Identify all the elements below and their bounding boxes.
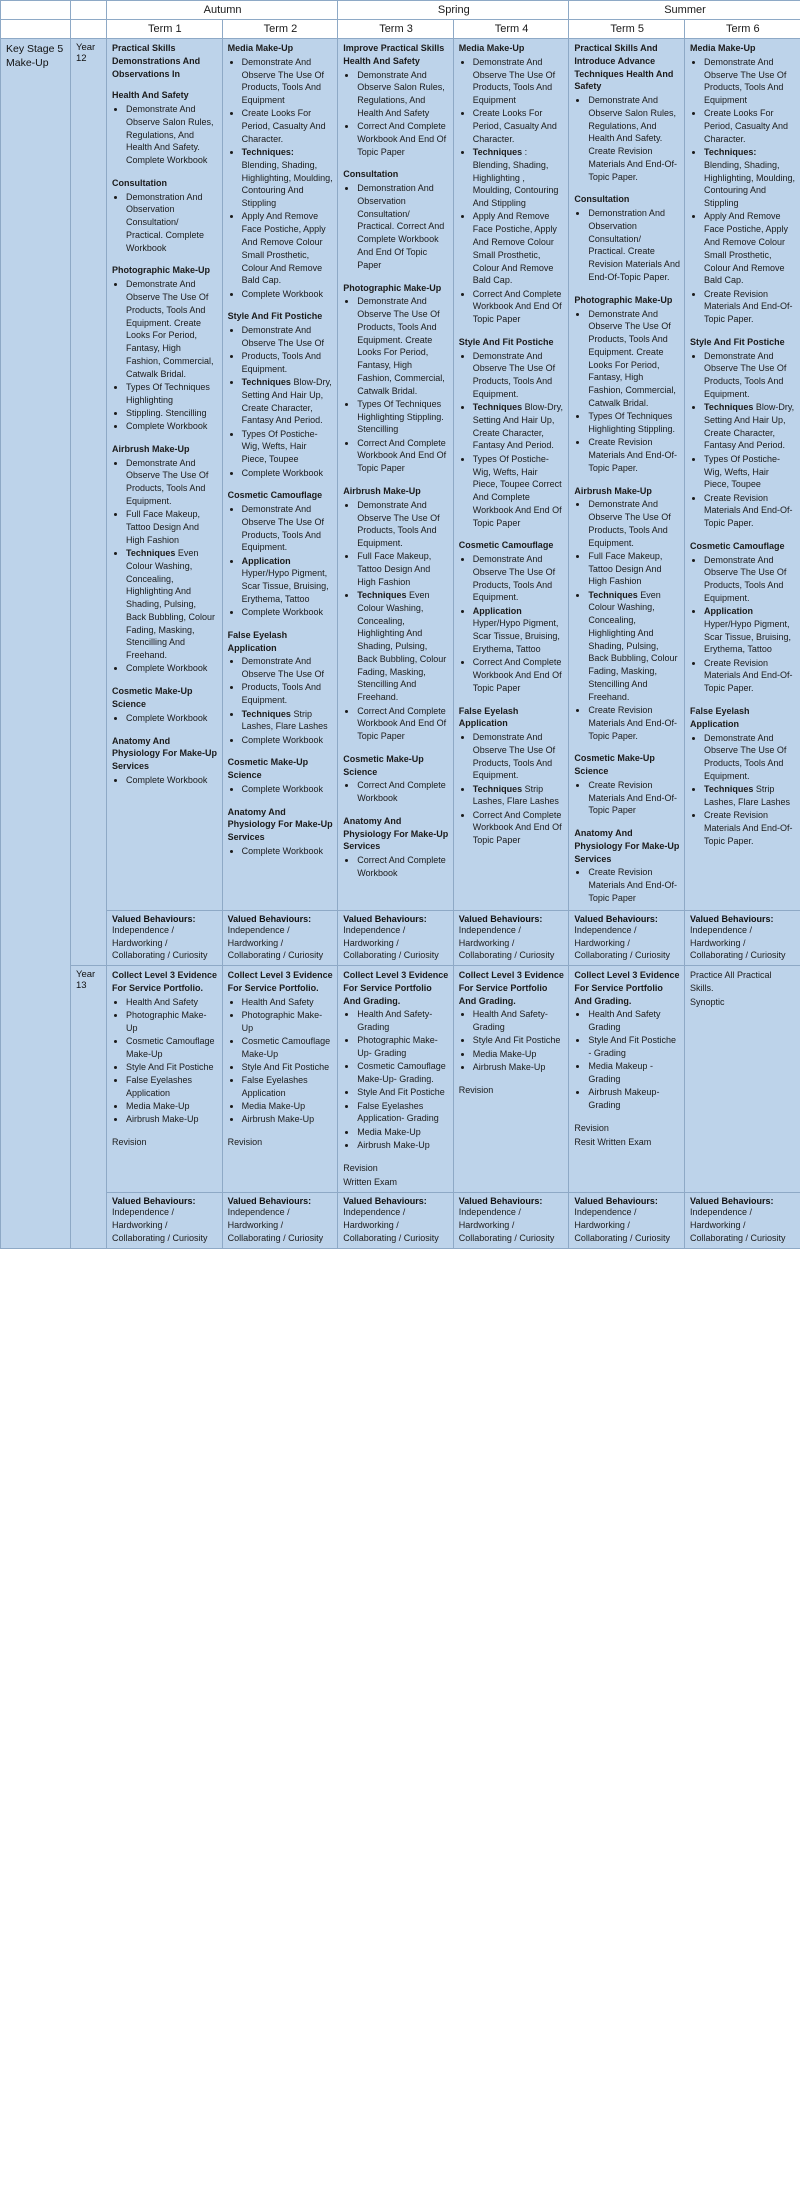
- section-list: [343, 854, 449, 880]
- header-blank-year-2: [71, 20, 107, 39]
- section-list: [228, 56, 334, 301]
- section-heading: Cosmetic Camouflage: [690, 540, 785, 551]
- list-item: • Health And Safety- Grading: [357, 1008, 449, 1034]
- list-item: • Style And Fit Postiche: [242, 1061, 334, 1074]
- list-item: • Complete Workbook: [126, 774, 218, 787]
- list-item: • Types Of Techniques Highlighting Stippling.: [588, 410, 680, 436]
- list-item: • Create Revision Materials And End-Of-Topic Paper.: [704, 657, 796, 695]
- row-valued-behaviours-1: [1, 910, 800, 965]
- list-item: • Correct And Complete Workbook: [357, 854, 449, 880]
- vb-text: Independence / Hardworking / Collaborating / Curiosity: [112, 1207, 208, 1243]
- cell-plain-line: Practice All Practical Skills.: [690, 970, 772, 993]
- header-term-3: Term 3: [338, 20, 454, 39]
- list-item: • Complete Workbook: [242, 606, 334, 619]
- section-heading: Cosmetic Make-Up Science: [227, 757, 309, 781]
- list-item: • Create Looks For Period, Casualty And Character.: [242, 107, 334, 145]
- section-list: [228, 783, 334, 796]
- list-item: • Products, Tools And Equipment.: [242, 681, 334, 707]
- cell-plain-line: Synoptic: [690, 996, 725, 1007]
- section-list: [690, 350, 796, 530]
- section-heading: Cosmetic Make-Up Science: [574, 753, 655, 777]
- header-season-autumn: Autumn: [107, 1, 338, 20]
- section-heading: Consultation: [343, 169, 399, 180]
- section-list: [112, 103, 218, 167]
- section-list: [574, 498, 680, 742]
- list-item: • Correct And Complete Workbook: [357, 779, 449, 805]
- section-heading: Anatomy And Physiology For Make-Up Services: [112, 735, 218, 772]
- section-list: [343, 1008, 449, 1151]
- section-heading: Consultation: [112, 177, 167, 188]
- year-label-12: Year 12: [71, 39, 107, 966]
- list-item: • Demonstrate And Observe The Use Of Products, Tools And Equipment: [242, 56, 334, 107]
- cell-footer-line: Resit Written Exam: [574, 1136, 652, 1147]
- list-item: • Demonstration And Observation Consultation/ Practical. Correct And Complete Workbook And End Of Topic Paper: [357, 182, 449, 271]
- vb-text: Independence / Hardworking / Collaborating / Curiosity: [458, 924, 555, 961]
- cell-year13-term6: [685, 966, 800, 1193]
- list-item: • Health And Safety: [242, 996, 334, 1009]
- list-item: • Techniques: Blending, Shading, Highlighting, Moulding, Contouring And Stippling: [242, 146, 334, 210]
- cell-year12-term4: [453, 39, 569, 911]
- vb-text: Independence / Hardworking / Collaborating / Curiosity: [227, 1207, 324, 1243]
- list-item: • Complete Workbook: [242, 734, 334, 747]
- key-stage-label: Key Stage 5 Make-Up: [1, 39, 71, 1249]
- list-item: • Demonstrate And Observe The Use Of Products, Tools And Equipment.: [473, 731, 565, 782]
- list-item: • Cosmetic Camouflage Make-Up- Grading.: [357, 1060, 449, 1086]
- section-heading: False Eyelash Application: [458, 705, 519, 729]
- section-list: [228, 845, 334, 858]
- cell-year12-term2: [222, 39, 338, 911]
- list-item: • Photographic Make-Up: [126, 1009, 218, 1035]
- table-body: [1, 39, 800, 1249]
- list-item: • Media Make-Up: [126, 1100, 218, 1113]
- vb-title: Valued Behaviours:: [227, 1196, 312, 1207]
- header-blank-keystage: [1, 1, 71, 20]
- section-list: [112, 996, 218, 1127]
- section-heading: Consultation: [574, 194, 630, 205]
- section-heading: Airbrush Make-Up: [574, 485, 652, 496]
- section-list: [228, 996, 334, 1127]
- list-item: • Demonstrate And Observe The Use Of Products, Tools And Equipment.: [473, 553, 565, 604]
- vb-title: Valued Behaviours:: [458, 1196, 543, 1207]
- vb-text: Independence / Hardworking / Collaborating / Curiosity: [343, 1207, 439, 1243]
- list-item: • Cosmetic Camouflage Make-Up: [242, 1035, 334, 1061]
- list-item: • Stippling. Stencilling: [126, 407, 218, 420]
- list-item: • Demonstrate And Observe The Use Of: [242, 324, 334, 350]
- section-list: [459, 350, 565, 530]
- section-list: [574, 866, 680, 904]
- list-item: • Techniques Even Colour Washing, Concealing, Highlighting And Shading, Pulsing, Back Bubbling, Colour Fading, Masking, Stencilling And Freehand.: [126, 547, 218, 662]
- section-list: [574, 779, 680, 817]
- list-item: • Techniques Blow-Dry, Setting And Hair Up, Create Character, Fantasy And Period.: [704, 401, 796, 452]
- section-heading: Style And Fit Postiche: [690, 336, 785, 347]
- cell-title: Collect Level 3 Evidence For Service Portfolio And Grading.: [343, 970, 449, 1006]
- cell-year12-term3: [338, 39, 454, 911]
- list-item: • Demonstrate And Observe The Use Of Products, Tools And Equipment.: [242, 503, 334, 554]
- row-valued-behaviours-2: [1, 1193, 800, 1248]
- section-list: [112, 712, 218, 725]
- list-item: • Demonstrate And Observe Salon Rules, Regulations, And Health And Safety. Complete Workbook: [126, 103, 218, 167]
- list-item: • Airbrush Make-Up: [126, 1113, 218, 1126]
- section-heading: False Eyelash Application: [690, 706, 750, 729]
- vb1-term5: [569, 910, 685, 965]
- list-item: • Demonstrate And Observe The Use Of Products, Tools And Equipment.: [126, 457, 218, 508]
- cell-year13-term5: [569, 966, 685, 1193]
- list-item: • Complete Workbook: [242, 288, 334, 301]
- list-item: • False Eyelashes Application: [242, 1074, 334, 1100]
- cell-title: Collect Level 3 Evidence For Service Portfolio And Grading.: [458, 970, 564, 1006]
- list-item: • Full Face Makeup, Tattoo Design And High Fashion: [126, 508, 218, 546]
- section-list: [574, 308, 680, 475]
- list-item: • Airbrush Make-Up: [473, 1061, 565, 1074]
- list-item: • Apply And Remove Face Postiche, Apply And Remove Colour Small Prosthetic, Colour And Remove Bald Cap.: [704, 210, 796, 287]
- list-item: • Techniques: Blending, Shading, Highlighting, Moulding, Contouring And Stippling: [704, 146, 796, 210]
- section-heading: False Eyelash Application: [227, 629, 288, 653]
- section-list: [112, 191, 218, 255]
- list-item: • Demonstrate And Observe The Use Of Products, Tools And Equipment.: [704, 350, 796, 401]
- cell-title: Improve Practical Skills Health And Safety: [343, 43, 445, 66]
- section-heading: Style And Fit Postiche: [458, 336, 554, 347]
- vb-title: Valued Behaviours:: [574, 913, 658, 924]
- list-item: • Health And Safety: [126, 996, 218, 1009]
- list-item: • Create Looks For Period, Casualty And Character.: [473, 107, 565, 145]
- list-item: • Demonstrate And Observe The Use Of Products, Tools And Equipment.: [704, 732, 796, 783]
- vb1-term1: [107, 910, 223, 965]
- list-item: • Media Make-Up: [473, 1048, 565, 1061]
- list-item: • Demonstrate And Observe The Use Of Products, Tools And Equipment.: [588, 498, 680, 549]
- cell-title: Practical Skills And Introduce Advance Techniques Health And Safety: [574, 43, 674, 92]
- vb-title: Valued Behaviours:: [574, 1196, 658, 1207]
- section-heading: Airbrush Make-Up: [112, 443, 190, 454]
- list-item: • Style And Fit Postiche: [126, 1061, 218, 1074]
- header-blank-year: [71, 1, 107, 20]
- vb-title: Valued Behaviours:: [112, 1196, 196, 1207]
- section-heading: Cosmetic Camouflage: [227, 490, 323, 501]
- header-term-1: Term 1: [107, 20, 223, 39]
- row-year13: [1, 966, 800, 1193]
- cell-title: Practical Skills Demonstrations And Observations In: [112, 43, 201, 79]
- list-item: • Create Revision Materials And End-Of-Topic Paper.: [704, 809, 796, 847]
- cell-footer-line: Revision: [112, 1137, 147, 1148]
- section-heading: Photographic Make-Up: [574, 294, 673, 305]
- section-list: [459, 731, 565, 847]
- section-list: [690, 554, 796, 695]
- section-list: [228, 324, 334, 479]
- vb-text: Independence / Hardworking / Collaborating / Curiosity: [458, 1207, 555, 1243]
- vb-title: Valued Behaviours:: [343, 1196, 427, 1207]
- vb1-term4: [453, 910, 569, 965]
- vb-text: Independence / Hardworking / Collaborating / Curiosity: [690, 924, 786, 961]
- header-term-6: Term 6: [685, 20, 800, 39]
- section-heading: Health And Safety: [112, 90, 189, 101]
- vb1-term3: [338, 910, 454, 965]
- list-item: • Full Face Makeup, Tattoo Design And High Fashion: [357, 550, 449, 588]
- list-item: • Techniques Even Colour Washing, Concealing, Highlighting And Shading, Pulsing, Back Bubbling, Colour Fading, Masking, Stencilling And Freehand.: [357, 589, 449, 704]
- cell-title: Collect Level 3 Evidence For Service Portfolio.: [227, 970, 333, 993]
- section-list: [459, 56, 565, 326]
- list-item: • Create Revision Materials And End-Of-Topic Paper.: [704, 288, 796, 326]
- list-item: • Techniques Strip Lashes, Flare Lashes: [704, 783, 796, 809]
- list-item: • Demonstrate And Observe The Use Of Products, Tools And Equipment. Create Looks For Period, Fantasy, High Fashion, Commercial, Catwalk Bridal.: [357, 295, 449, 397]
- cell-year13-term4: [453, 966, 569, 1193]
- list-item: • Demonstrate And Observe The Use Of Products, Tools And Equipment.: [704, 554, 796, 605]
- table-header: [1, 1, 800, 39]
- list-item: • Cosmetic Camouflage Make-Up: [126, 1035, 218, 1061]
- section-list: [459, 1008, 565, 1073]
- list-item: • Demonstrate And Observe Salon Rules, Regulations, And Health And Safety: [357, 69, 449, 120]
- section-heading: Anatomy And Physiology For Make-Up Services: [343, 815, 449, 852]
- section-list: [112, 278, 218, 433]
- section-heading: Photographic Make-Up: [343, 282, 442, 293]
- list-item: • Airbrush Makeup- Grading: [588, 1086, 680, 1112]
- cell-year13-term3: [338, 966, 454, 1193]
- vb-title: Valued Behaviours:: [458, 913, 543, 924]
- list-item: • Health And Safety- Grading: [473, 1008, 565, 1034]
- list-item: • Photographic Make-Up- Grading: [357, 1034, 449, 1060]
- section-heading: Style And Fit Postiche: [227, 311, 323, 322]
- section-list: [228, 503, 334, 619]
- section-list: [343, 182, 449, 271]
- section-heading: Anatomy And Physiology For Make-Up Services: [574, 828, 680, 864]
- cell-year12-term6: [685, 39, 800, 911]
- list-item: • False Eyelashes Application: [126, 1074, 218, 1100]
- section-list: [690, 56, 796, 326]
- cell-title: Media Make-Up: [458, 43, 525, 53]
- list-item: • Style And Fit Postiche: [357, 1086, 449, 1099]
- list-item: • Techniques Even Colour Washing, Concealing, Highlighting And Shading, Pulsing, Back Bubbling, Colour Fading, Masking, Stencilling And Freehand.: [588, 589, 680, 704]
- header-term-4: Term 4: [453, 20, 569, 39]
- list-item: • Application Hyper/Hypo Pigment, Scar Tissue, Bruising, Erythema, Tattoo: [242, 555, 334, 606]
- list-item: • Demonstrate And Observe The Use Of Products, Tools And Equipment: [704, 56, 796, 107]
- list-item: • Airbrush Make-Up: [357, 1139, 449, 1152]
- header-term-5: Term 5: [569, 20, 685, 39]
- vb2-term6: [685, 1193, 800, 1248]
- list-item: • Demonstrate And Observe The Use Of Products, Tools And Equipment.: [473, 350, 565, 401]
- cell-footer-line: Revision: [574, 1122, 609, 1133]
- vb2-term4: [453, 1193, 569, 1248]
- section-list: [574, 1008, 680, 1112]
- list-item: • Media Make-Up: [357, 1126, 449, 1139]
- list-item: • Demonstrate And Observe The Use Of Products, Tools And Equipment.: [357, 499, 449, 550]
- section-list: [459, 553, 565, 694]
- list-item: • Create Revision Materials And End-Of-Topic Paper.: [588, 704, 680, 742]
- list-item: • Products, Tools And Equipment.: [242, 350, 334, 376]
- list-item: • Correct And Complete Workbook And End Of Topic Paper: [357, 437, 449, 475]
- cell-footer-line: Revision: [458, 1084, 494, 1095]
- list-item: • Types Of Techniques Highlighting Stippling. Stencilling: [357, 398, 449, 436]
- list-item: • Demonstration And Observation Consultation/ Practical. Create Revision Materials And End-Of-Topic Paper.: [588, 207, 680, 284]
- list-item: • Health And Safety Grading: [588, 1008, 680, 1034]
- header-row-seasons: [1, 1, 800, 20]
- list-item: • Demonstrate And Observe The Use Of Products, Tools And Equipment. Create Looks For Period, Fantasy, High Fashion, Commercial, Catwalk Bridal.: [588, 308, 680, 410]
- list-item: • Techniques : Blending, Shading, Highlighting , Moulding, Contouring And Stippling: [473, 146, 565, 210]
- cell-title: Media Make-Up: [227, 43, 294, 53]
- list-item: • Style And Fit Postiche: [473, 1034, 565, 1047]
- list-item: • Types Of Postiche-Wig, Wefts, Hair Piece, Toupee Correct And Complete Workbook And End Of Topic Paper: [473, 453, 565, 530]
- cell-year12-term1: [107, 39, 223, 911]
- section-list: [343, 779, 449, 805]
- list-item: • Media Makeup - Grading: [588, 1060, 680, 1086]
- section-heading: Cosmetic Make-Up Science: [343, 753, 424, 777]
- header-blank-keystage-2: [1, 20, 71, 39]
- list-item: • Complete Workbook: [242, 783, 334, 796]
- vb-title: Valued Behaviours:: [690, 1196, 774, 1207]
- cell-year13-term1: [107, 966, 223, 1193]
- list-item: • Demonstrate And Observe Salon Rules, Regulations, And Health And Safety. Create Revision Materials And End-Of-Topic Paper.: [588, 94, 680, 183]
- list-item: • Correct And Complete Workbook And End Of Topic Paper: [357, 705, 449, 743]
- vb-text: Independence / Hardworking / Collaborating / Curiosity: [574, 1207, 670, 1243]
- list-item: • Application Hyper/Hypo Pigment, Scar Tissue, Bruising, Erythema, Tattoo: [704, 605, 796, 656]
- vb2-term2: [222, 1193, 338, 1248]
- vb-text: Independence / Hardworking / Collaborating / Curiosity: [343, 924, 439, 961]
- cell-title: Collect Level 3 Evidence For Service Portfolio.: [112, 970, 218, 993]
- list-item: • Create Revision Materials And End-Of-Topic Paper.: [588, 436, 680, 474]
- section-list: [112, 774, 218, 787]
- header-row-terms: [1, 20, 800, 39]
- section-heading: Cosmetic Make-Up Science: [112, 686, 193, 709]
- cell-year12-term5: [569, 39, 685, 911]
- list-item: • Techniques Blow-Dry, Setting And Hair Up, Create Character, Fantasy And Period.: [473, 401, 565, 452]
- header-season-spring: Spring: [338, 1, 569, 20]
- list-item: • Photographic Make-Up: [242, 1009, 334, 1035]
- section-heading: Photographic Make-Up: [112, 265, 211, 276]
- row-year12: [1, 39, 800, 911]
- section-list: [343, 295, 449, 475]
- list-item: • Complete Workbook: [126, 712, 218, 725]
- vb2-term5: [569, 1193, 685, 1248]
- list-item: • Full Face Makeup, Tattoo Design And High Fashion: [588, 550, 680, 588]
- list-item: • Airbrush Make-Up: [242, 1113, 334, 1126]
- vb-text: Independence / Hardworking / Collaborating / Curiosity: [112, 924, 208, 961]
- year-label-13: Year 13: [71, 966, 107, 1249]
- cell-title: Media Make-Up: [690, 43, 756, 53]
- list-item: • Create Looks For Period, Casualty And Character.: [704, 107, 796, 145]
- vb-title: Valued Behaviours:: [227, 913, 312, 924]
- section-list: [574, 207, 680, 284]
- list-item: • Apply And Remove Face Postiche, Apply And Remove Colour Small Prosthetic, Colour And Remove Bald Cap.: [473, 210, 565, 287]
- list-item: • Techniques Strip Lashes, Flare Lashes: [242, 708, 334, 734]
- list-item: • Media Make-Up: [242, 1100, 334, 1113]
- vb-text: Independence / Hardworking / Collaborating / Curiosity: [227, 924, 324, 961]
- section-list: [690, 732, 796, 848]
- list-item: • Apply And Remove Face Postiche, Apply And Remove Colour Small Prosthetic, Colour And Remove Bald Cap.: [242, 210, 334, 287]
- list-item: • Create Revision Materials And End-Of-Topic Paper: [588, 779, 680, 817]
- vb2-term3: [338, 1193, 454, 1248]
- list-item: • Create Revision Materials And End-Of-Topic Paper.: [704, 492, 796, 530]
- section-list: [343, 69, 449, 159]
- vb2-term1: [107, 1193, 223, 1248]
- list-item: • Complete Workbook: [242, 845, 334, 858]
- section-list: [228, 655, 334, 746]
- list-item: • Types Of Postiche-Wig, Wefts, Hair Piece, Toupee: [704, 453, 796, 491]
- list-item: • Complete Workbook: [242, 467, 334, 480]
- section-heading: Cosmetic Camouflage: [458, 540, 554, 551]
- cell-footer-line: Revision: [343, 1162, 378, 1173]
- list-item: • Techniques Blow-Dry, Setting And Hair Up, Create Character, Fantasy And Period.: [242, 376, 334, 427]
- list-item: • Types Of Postiche-Wig, Wefts, Hair Piece, Toupee: [242, 428, 334, 466]
- list-item: • Correct And Complete Workbook And End Of Topic Paper: [473, 656, 565, 694]
- list-item: • Correct And Complete Workbook And End Of Topic Paper: [357, 120, 449, 158]
- list-item: • Complete Workbook: [126, 662, 218, 675]
- header-season-summer: Summer: [569, 1, 800, 20]
- section-heading: Airbrush Make-Up: [343, 486, 421, 496]
- list-item: • Correct And Complete Workbook And End Of Topic Paper: [473, 288, 565, 326]
- vb-title: Valued Behaviours:: [112, 913, 196, 924]
- vb-text: Independence / Hardworking / Collaborating / Curiosity: [574, 924, 670, 961]
- list-item: • Demonstrate And Observe The Use Of: [242, 655, 334, 681]
- list-item: • Types Of Techniques Highlighting: [126, 381, 218, 407]
- cell-title: Collect Level 3 Evidence For Service Portfolio And Grading.: [574, 970, 680, 1006]
- vb-text: Independence / Hardworking / Collaborating / Curiosity: [690, 1207, 786, 1243]
- vb-title: Valued Behaviours:: [690, 913, 774, 924]
- list-item: • Demonstration And Observation Consultation/ Practical. Complete Workbook: [126, 191, 218, 255]
- section-list: [343, 499, 449, 743]
- list-item: • Correct And Complete Workbook And End Of Topic Paper: [473, 809, 565, 847]
- list-item: • Demonstrate And Observe The Use Of Products, Tools And Equipment: [473, 56, 565, 107]
- vb1-term2: [222, 910, 338, 965]
- list-item: • Style And Fit Postiche - Grading: [588, 1034, 680, 1060]
- list-item: • Create Revision Materials And End-Of-Topic Paper: [588, 866, 680, 904]
- cell-footer-line: Written Exam: [343, 1176, 398, 1187]
- vb1-term6: [685, 910, 800, 965]
- cell-year13-term2: [222, 966, 338, 1193]
- section-heading: Anatomy And Physiology For Make-Up Services: [227, 806, 333, 843]
- list-item: • False Eyelashes Application- Grading: [357, 1100, 449, 1126]
- vb-title: Valued Behaviours:: [343, 913, 427, 924]
- section-list: [574, 94, 680, 183]
- list-item: • Demonstrate And Observe The Use Of Products, Tools And Equipment. Create Looks For Period, Fantasy, High Fashion, Commercial, Catwalk Bridal.: [126, 278, 218, 380]
- header-term-2: Term 2: [222, 20, 338, 39]
- cell-footer-line: Revision: [227, 1137, 263, 1148]
- list-item: • Techniques Strip Lashes, Flare Lashes: [473, 783, 565, 809]
- section-list: [112, 457, 218, 676]
- list-item: • Complete Workbook: [126, 420, 218, 433]
- list-item: • Application Hyper/Hypo Pigment, Scar Tissue, Bruising, Erythema, Tattoo: [473, 605, 565, 656]
